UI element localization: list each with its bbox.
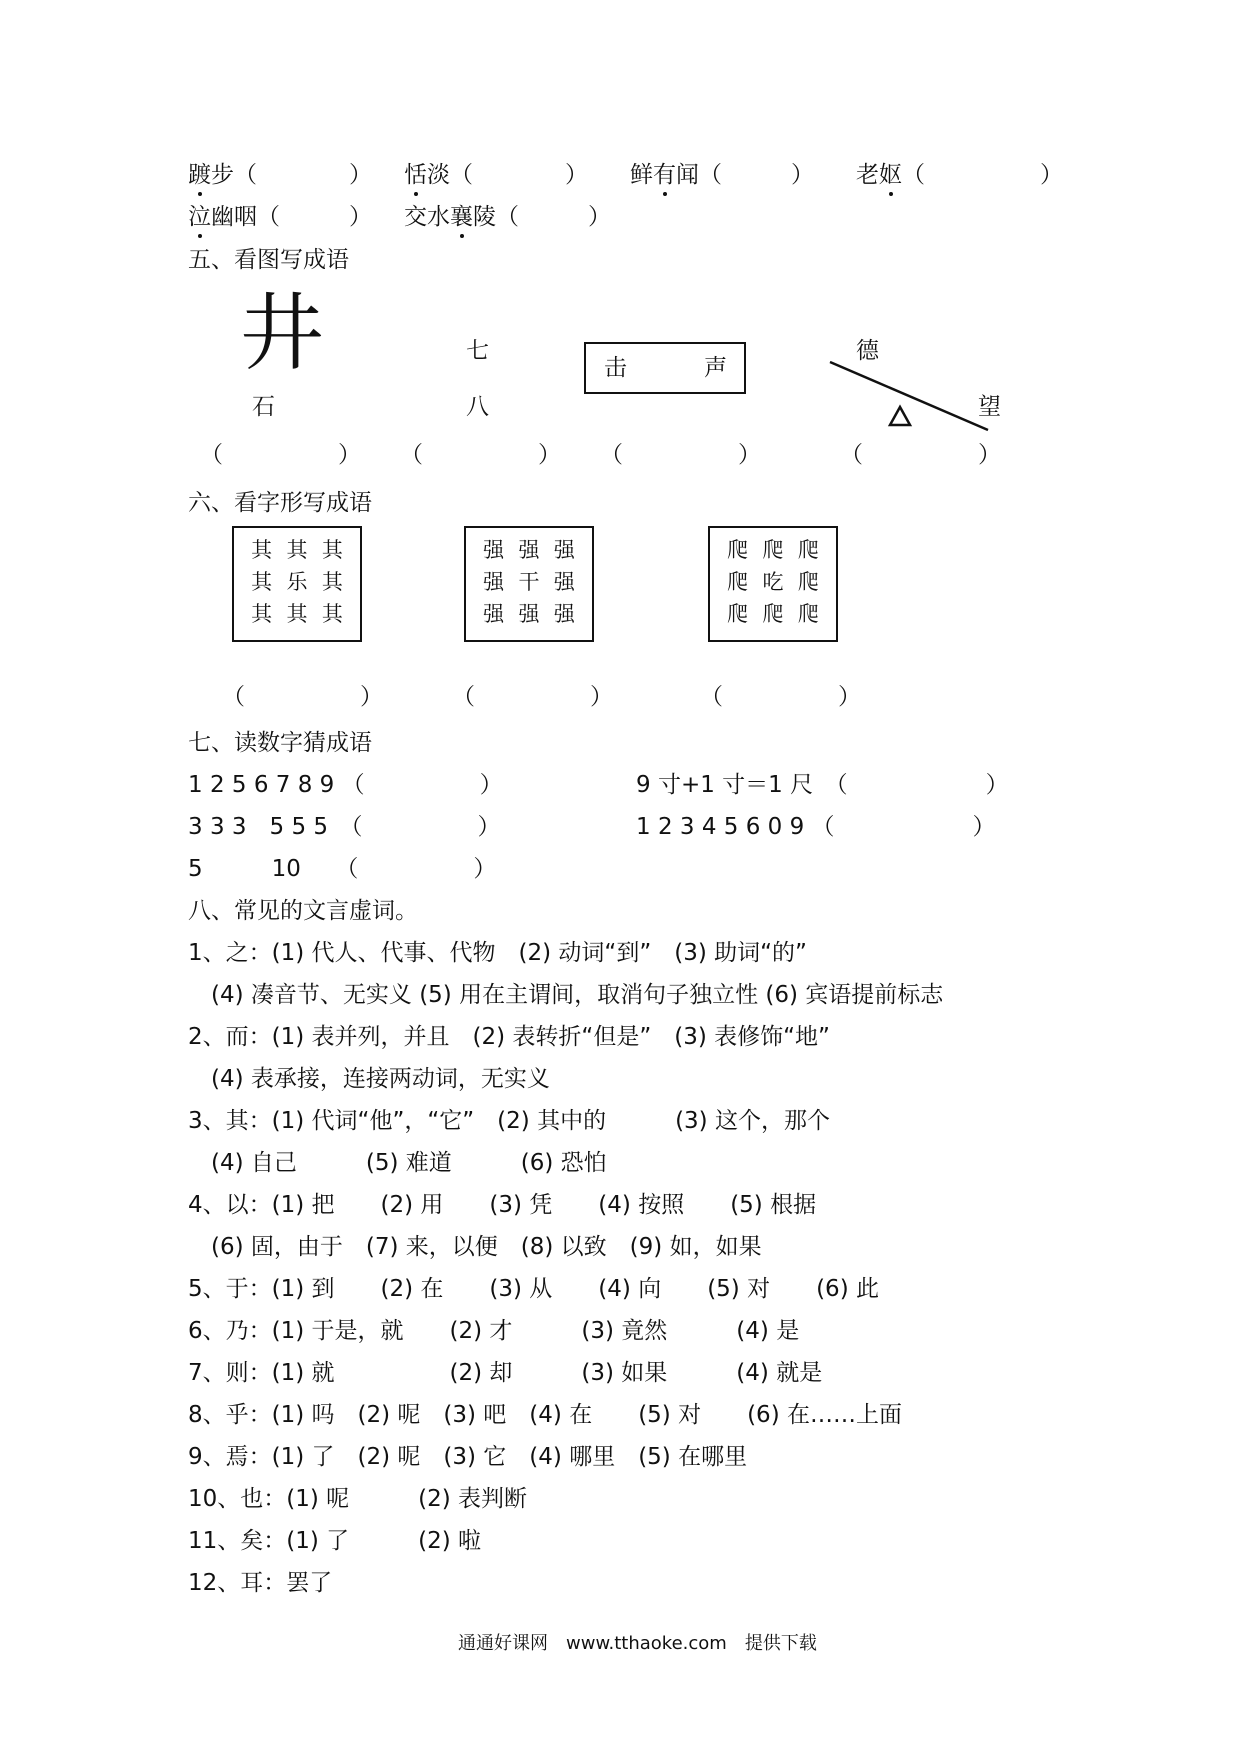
s4-item-1: 踱步（ ）: [188, 162, 372, 188]
number-riddle: 1 2 5 6 7 8 9 （ ）: [188, 772, 503, 798]
grid-char: 其: [251, 602, 273, 626]
grid-char: 强: [553, 570, 575, 594]
char-grid-2: [476, 536, 582, 628]
particle-line: 2、而：(1) 表并列，并且 (2) 表转折“但是” (3) 表修饰“地”: [188, 1024, 830, 1050]
grid-char: 吃: [762, 570, 784, 594]
grid-char: 强: [483, 602, 505, 626]
grid-char: 其: [286, 602, 308, 626]
pic3-left-char: 击: [604, 355, 627, 381]
grid-char: 其: [251, 570, 273, 594]
char-grid-3: [720, 536, 826, 628]
grid-char: 干: [518, 570, 540, 594]
number-riddle: 9 寸+1 寸＝1 尺 （ ）: [636, 772, 1009, 798]
pic2-top-char: 七: [466, 338, 489, 364]
number-riddle: 5 10 （ ）: [188, 856, 497, 882]
answer-blank[interactable]: （ ）: [222, 684, 383, 710]
answer-blank[interactable]: （ ）: [600, 442, 761, 468]
grid-char: 强: [553, 602, 575, 626]
grid-char: 强: [483, 538, 505, 562]
s4-item-3: 鲜有闻（ ）: [630, 162, 814, 188]
particle-line: (4) 表承接，连接两动词，无实义: [188, 1066, 550, 1092]
pic1-small-char: 石: [252, 394, 275, 420]
particle-line: 5、于：(1) 到 (2) 在 (3) 从 (4) 向 (5) 对 (6) 此: [188, 1276, 879, 1302]
particle-line: 9、焉：(1) 了 (2) 呢 (3) 它 (4) 哪里 (5) 在哪里: [188, 1444, 748, 1470]
footer-source: 通通好课网 www.tthaoke.com 提供下载: [458, 1633, 817, 1654]
particle-line: (4) 凑音节、无实义 (5) 用在主谓间，取消句子独立性 (6) 宾语提前标志: [188, 982, 944, 1008]
s4-item-5: 泣幽咽（ ）: [188, 204, 372, 230]
grid-char: 爬: [727, 538, 749, 562]
grid-char: 爬: [797, 570, 819, 594]
answer-blank[interactable]: （ ）: [200, 442, 361, 468]
grid-char: 强: [518, 538, 540, 562]
seesaw-icon: [820, 352, 1000, 432]
grid-char: 爬: [797, 538, 819, 562]
answer-blank[interactable]: （ ）: [452, 684, 613, 710]
grid-char: 其: [321, 538, 343, 562]
particle-line: 8、乎：(1) 吗 (2) 呢 (3) 吧 (4) 在 (5) 对 (6) 在……上面: [188, 1402, 902, 1428]
s4-item-4: 老妪（ ）: [856, 162, 1063, 188]
grid-char: 其: [321, 602, 343, 626]
grid-char: 强: [483, 570, 505, 594]
pic3-right-char: 声: [704, 355, 727, 381]
grid-char: 爬: [727, 570, 749, 594]
answer-blank[interactable]: （ ）: [400, 442, 561, 468]
grid-char: 强: [518, 602, 540, 626]
particle-line: 10、也：(1) 呢 (2) 表判断: [188, 1486, 528, 1512]
particle-line: (4) 自己 (5) 难道 (6) 恐怕: [188, 1150, 607, 1176]
char-grid-1: [244, 536, 350, 628]
grid-char: 爬: [797, 602, 819, 626]
pic1-big-char: 井: [240, 284, 325, 382]
section7-title: 七、读数字猜成语: [188, 730, 372, 756]
particle-line: 11、矣：(1) 了 (2) 啦: [188, 1528, 482, 1554]
number-riddle: 1 2 3 4 5 6 0 9 （ ）: [636, 814, 996, 840]
s4-item-6: 交水襄陵（ ）: [404, 204, 611, 230]
grid-char: 其: [321, 570, 343, 594]
grid-char: 乐: [286, 570, 308, 594]
s4-item-2: 恬淡（ ）: [404, 162, 588, 188]
particle-line: 4、以：(1) 把 (2) 用 (3) 凭 (4) 按照 (5) 根据: [188, 1192, 817, 1218]
grid-char: 强: [553, 538, 575, 562]
answer-blank[interactable]: （ ）: [700, 684, 861, 710]
particle-line: 1、之：(1) 代人、代事、代物 (2) 动词“到” (3) 助词“的”: [188, 940, 807, 966]
grid-char: 爬: [762, 538, 784, 562]
section6-title: 六、看字形写成语: [188, 490, 372, 516]
pic4-bottom-char: 望: [978, 394, 1001, 420]
section5-title: 五、看图写成语: [188, 247, 349, 273]
particle-line: 12、耳：罢了: [188, 1570, 333, 1596]
section8-title: 八、常见的文言虚词。: [188, 898, 418, 924]
pic4-top-char: 德: [856, 338, 879, 364]
grid-char: 爬: [727, 602, 749, 626]
grid-char: 爬: [762, 602, 784, 626]
pic2-bottom-char: 八: [466, 394, 489, 420]
grid-char: 其: [286, 538, 308, 562]
particle-line: 7、则：(1) 就 (2) 却 (3) 如果 (4) 就是: [188, 1360, 823, 1386]
number-riddle: 3 3 3 5 5 5 （ ）: [188, 814, 501, 840]
particle-line: (6) 固，由于 (7) 来，以便 (8) 以致 (9) 如，如果: [188, 1234, 762, 1260]
answer-blank[interactable]: （ ）: [840, 442, 1001, 468]
grid-char: 其: [251, 538, 273, 562]
particle-line: 3、其：(1) 代词“他”，“它” (2) 其中的 (3) 这个，那个: [188, 1108, 830, 1134]
particle-line: 6、乃：(1) 于是，就 (2) 才 (3) 竟然 (4) 是: [188, 1318, 800, 1344]
